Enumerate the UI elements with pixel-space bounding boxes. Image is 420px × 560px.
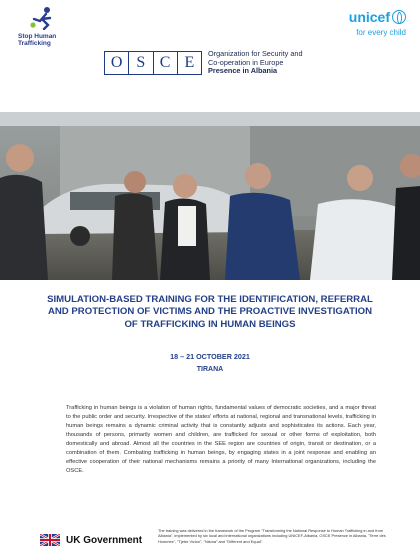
osce-letter-e: E — [177, 52, 201, 74]
osce-letters-box — [104, 51, 202, 75]
unicef-wordmark: unicef — [348, 8, 390, 25]
footer — [0, 524, 420, 560]
osce-letter-c: C — [153, 52, 177, 74]
training-city: TIRANA — [196, 366, 224, 373]
uk-government-text: UK Government — [66, 534, 143, 546]
osce-org-name — [208, 50, 303, 76]
osce-line-1: Organization for Security and — [208, 49, 303, 58]
title-band — [0, 280, 420, 390]
osce-logo — [104, 48, 334, 78]
intro-paragraph: Trafficking in human beings is a violation of human rights, fundamental values of democratic societies, and a major threat to the public order and security. Irrespective of the states' efforts at national, regional and transnational levels, trafficking in human beings remains a dynamic criminal activity that is constantly adjusts and sophisticates its actions. Each year, thousands of persons, primarily women and children, are trafficked for sexual or other forms of exploitation, both domestically and abroad. Almost all the countries in the SEE region are countries of origin, transit or destination, or a combination of them. Combating trafficking in human beings, by engaging states in a joint response and enabling an effective cooperation of their national mechanisms remains a priority of many International organizations, including the OSCE. — [66, 405, 376, 474]
unicef-logo — [296, 8, 406, 48]
uk-government-logo — [40, 532, 142, 548]
osce-line-3: Presence in Albania — [208, 66, 278, 76]
stop-human-trafficking-text: Stop Human Trafficking — [18, 33, 57, 47]
running-figure-icon — [28, 6, 58, 30]
program-footnote: The training was delivered in the framework of the Program "Transforming the National Response to Human Trafficking in and from Albania", implemented by six local and international organizations including UNICEF-Albania, OSCE Presence in Albania, "Terre des Hommes", "Tjeter Vizion", "Nisma" and "Different and Equal". — [158, 528, 386, 544]
training-dates: 18 – 21 OCTOBER 2021 — [170, 352, 250, 361]
osce-letter-o: O — [110, 54, 123, 71]
unicef-globe-icon — [392, 10, 406, 24]
osce-letter-s: S — [128, 52, 152, 74]
stop-human-trafficking-logo — [12, 6, 68, 46]
event-photo — [0, 112, 420, 280]
header — [0, 0, 420, 112]
training-title: SIMULATION-BASED TRAINING FOR THE IDENTIFICATION, REFERRAL AND PROTECTION OF VICTIMS AND THE PROACTIVE INVESTIGATION OF TRAFFICKING IN HUMAN BEINGS — [47, 294, 373, 330]
training-scene-illustration — [0, 112, 420, 280]
unicef-tagline: for every child — [356, 28, 406, 37]
union-jack-icon — [40, 534, 60, 546]
osce-line-2: Co-operation in Europe — [208, 57, 284, 67]
